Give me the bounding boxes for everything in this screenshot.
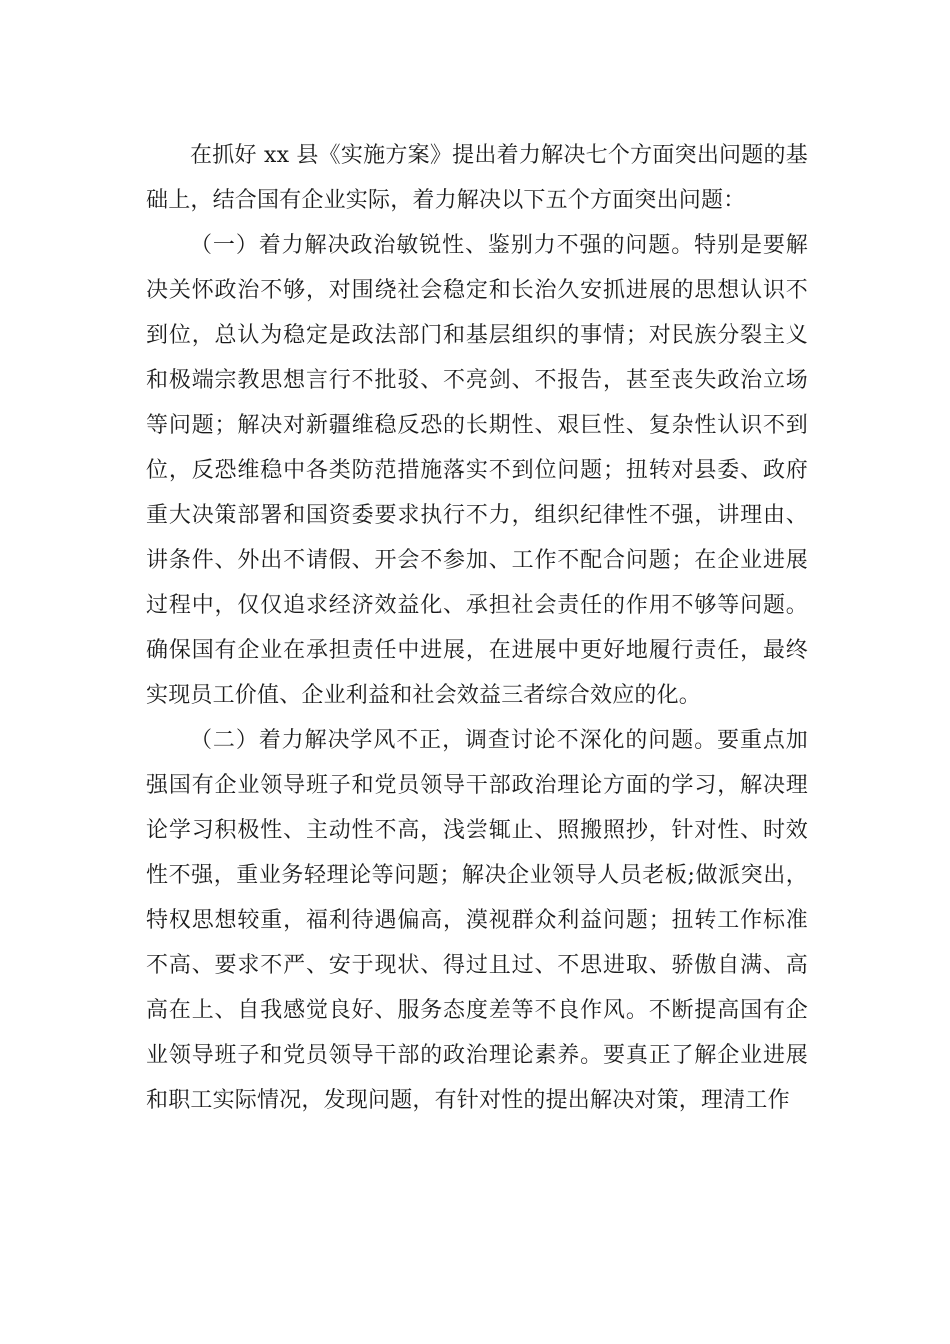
paragraph-intro: 在抓好 xx 县《实施方案》提出着力解决七个方面突出问题的基础上，结合国有企业实际，着力解决以下五个方面突出问题： [146,143,808,213]
paragraph-section-2: （二）着力解决学风不正，调查讨论不深化的问题。要重点加强国有企业领导班子和党员领导干部政治理论方面的学习，解决理论学习积极性、主动性不高，浅尝辄止、照搬照抄，针对性、时效性不强，重业务轻理论等问题；解决企业领导人员老板;做派突出，特权思想较重，福利待遇偏高，漠视群众利益问题；扭转工作标准不高、要求不严、安于现状、得过且过、不思进取、骄傲自满、高高在上、自我感觉良好、服务态度差等不良作风。不断提高国有企业领导班子和党员领导干部的政治理论素养。要真正了解企业进展和职工实际情况，发现问题，有针对性的提出解决对策，理清工作 [146,728,808,1113]
paragraph-section-1: （一）着力解决政治敏锐性、鉴别力不强的问题。特别是要解决关怀政治不够，对围绕社会稳定和长治久安抓进展的思想认识不到位，总认为稳定是政法部门和基层组织的事情；对民族分裂主义和极端宗教思想言行不批驳、不亮剑、不报告，甚至丧失政治立场等问题；解决对新疆维稳反恐的长期性、艰巨性、复杂性认识不到位，反恐维稳中各类防范措施落实不到位问题；扭转对县委、政府重大决策部署和国资委要求执行不力，组织纪律性不强，讲理由、讲条件、外出不请假、开会不参加、工作不配合问题；在企业进展过程中，仅仅追求经济效益化、承担社会责任的作用不够等问题。确保国有企业在承担责任中进展，在进展中更好地履行责任，最终实现员工价值、企业利益和社会效益三者综合效应的化。 [146,233,808,708]
document-body [146,133,808,1123]
